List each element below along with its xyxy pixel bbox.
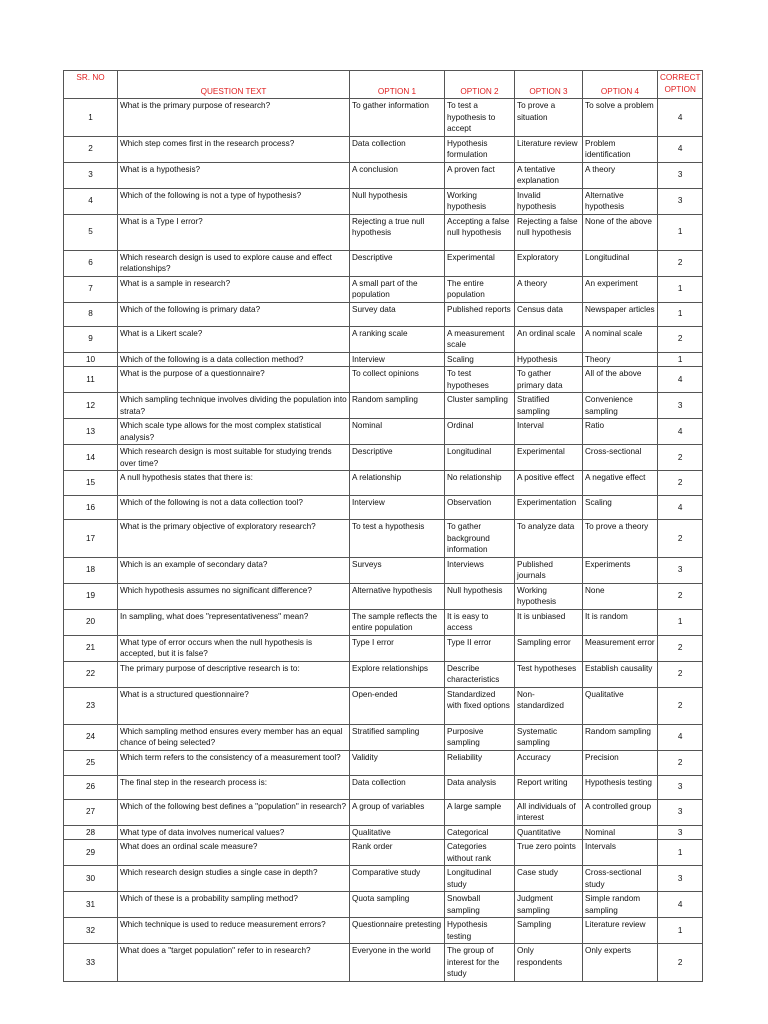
question-text: Which is an example of secondary data?	[118, 557, 350, 583]
table-row	[64, 609, 703, 635]
option-4: Intervals	[583, 840, 658, 866]
question-text: What does a "target population" refer to in research?	[118, 944, 350, 982]
correct-option: 1	[658, 609, 703, 635]
question-text: What type of error occurs when the null hypothesis is accepted, but it is false?	[118, 635, 350, 661]
option-4: Problem identification	[583, 136, 658, 162]
question-text: Which scale type allows for the most complex statistical analysis?	[118, 419, 350, 445]
correct-option: 3	[658, 825, 703, 840]
table-row	[64, 799, 703, 825]
sr-number: 26	[64, 775, 118, 799]
correct-option: 2	[658, 661, 703, 687]
sr-number: 7	[64, 276, 118, 302]
option-4: An experiment	[583, 276, 658, 302]
sr-number: 33	[64, 944, 118, 982]
correct-option: 4	[658, 419, 703, 445]
sr-number: 29	[64, 840, 118, 866]
option-3: Experimentation	[515, 496, 583, 520]
option-1: Null hypothesis	[350, 188, 445, 214]
option-3: Experimental	[515, 445, 583, 471]
correct-option: 3	[658, 188, 703, 214]
question-text: Which of the following is primary data?	[118, 302, 350, 326]
table-row	[64, 326, 703, 352]
sr-number: 8	[64, 302, 118, 326]
table-row	[64, 944, 703, 982]
table-row	[64, 775, 703, 799]
correct-option: 3	[658, 557, 703, 583]
table-row	[64, 445, 703, 471]
correct-option: 2	[658, 944, 703, 982]
option-2: Longitudinal study	[445, 866, 515, 892]
option-2: Observation	[445, 496, 515, 520]
option-2: The entire population	[445, 276, 515, 302]
option-1: The sample reflects the entire population	[350, 609, 445, 635]
option-4: Only experts	[583, 944, 658, 982]
table-row	[64, 557, 703, 583]
option-4: All of the above	[583, 367, 658, 393]
question-table	[63, 70, 703, 982]
option-2: A proven fact	[445, 162, 515, 188]
question-text: What is a structured questionnaire?	[118, 687, 350, 724]
option-3: Report writing	[515, 775, 583, 799]
correct-option: 2	[658, 687, 703, 724]
option-3: Exploratory	[515, 250, 583, 276]
correct-option: 3	[658, 162, 703, 188]
option-3: Sampling	[515, 918, 583, 944]
option-2: Longitudinal	[445, 445, 515, 471]
sr-number: 14	[64, 445, 118, 471]
sr-number: 22	[64, 661, 118, 687]
option-3: Accuracy	[515, 750, 583, 775]
option-3: Published journals	[515, 557, 583, 583]
option-4: A nominal scale	[583, 326, 658, 352]
option-3: Working hypothesis	[515, 583, 583, 609]
sr-number: 27	[64, 799, 118, 825]
sr-number: 19	[64, 583, 118, 609]
option-1: Descriptive	[350, 445, 445, 471]
table-row	[64, 750, 703, 775]
option-3: Hypothesis	[515, 352, 583, 367]
correct-option: 3	[658, 799, 703, 825]
option-4: None	[583, 583, 658, 609]
option-2: Categorical	[445, 825, 515, 840]
option-1: Quota sampling	[350, 892, 445, 918]
correct-option: 4	[658, 99, 703, 137]
option-1: To gather information	[350, 99, 445, 137]
option-2: Hypothesis testing	[445, 918, 515, 944]
header-option-4: OPTION 4	[583, 71, 658, 99]
table-row	[64, 162, 703, 188]
option-2: Categories without rank	[445, 840, 515, 866]
option-1: To collect opinions	[350, 367, 445, 393]
question-text: Which research design is used to explore cause and effect relationships?	[118, 250, 350, 276]
option-4: Qualitative	[583, 687, 658, 724]
option-4: Precision	[583, 750, 658, 775]
option-4: Measurement error	[583, 635, 658, 661]
option-1: Data collection	[350, 136, 445, 162]
option-3: To gather primary data	[515, 367, 583, 393]
table-row	[64, 635, 703, 661]
table-row	[64, 724, 703, 750]
table-row	[64, 367, 703, 393]
correct-option: 4	[658, 724, 703, 750]
question-text: What type of data involves numerical values?	[118, 825, 350, 840]
option-4: Theory	[583, 352, 658, 367]
option-3: True zero points	[515, 840, 583, 866]
option-3: All individuals of interest	[515, 799, 583, 825]
option-2: Accepting a false null hypothesis	[445, 214, 515, 250]
correct-option: 4	[658, 136, 703, 162]
sr-number: 16	[64, 496, 118, 520]
header-option-1: OPTION 1	[350, 71, 445, 99]
table-row	[64, 471, 703, 496]
option-3: A theory	[515, 276, 583, 302]
header-option-2: OPTION 2	[445, 71, 515, 99]
option-1: Rank order	[350, 840, 445, 866]
option-1: A small part of the population	[350, 276, 445, 302]
option-4: A controlled group	[583, 799, 658, 825]
option-2: Describe characteristics	[445, 661, 515, 687]
sr-number: 23	[64, 687, 118, 724]
question-text: Which of the following best defines a "population" in research?	[118, 799, 350, 825]
option-1: Nominal	[350, 419, 445, 445]
option-3: It is unbiased	[515, 609, 583, 635]
sr-number: 20	[64, 609, 118, 635]
option-2: Scaling	[445, 352, 515, 367]
question-text: Which research design studies a single case in depth?	[118, 866, 350, 892]
sr-number: 21	[64, 635, 118, 661]
question-text: Which of the following is not a type of hypothesis?	[118, 188, 350, 214]
correct-option: 3	[658, 866, 703, 892]
option-3: Rejecting a false null hypothesis	[515, 214, 583, 250]
option-2: To test hypotheses	[445, 367, 515, 393]
option-1: A relationship	[350, 471, 445, 496]
sr-number: 3	[64, 162, 118, 188]
table-row	[64, 583, 703, 609]
option-2: It is easy to access	[445, 609, 515, 635]
sr-number: 32	[64, 918, 118, 944]
sr-number: 5	[64, 214, 118, 250]
option-2: Cluster sampling	[445, 393, 515, 419]
option-3: Stratified sampling	[515, 393, 583, 419]
option-3: Quantitative	[515, 825, 583, 840]
table-row	[64, 866, 703, 892]
sr-number: 6	[64, 250, 118, 276]
option-2: Published reports	[445, 302, 515, 326]
option-2: Snowball sampling	[445, 892, 515, 918]
option-4: A theory	[583, 162, 658, 188]
option-4: None of the above	[583, 214, 658, 250]
table-row	[64, 276, 703, 302]
option-1: Descriptive	[350, 250, 445, 276]
option-2: Purposive sampling	[445, 724, 515, 750]
sr-number: 11	[64, 367, 118, 393]
sr-number: 31	[64, 892, 118, 918]
correct-option: 3	[658, 393, 703, 419]
option-1: A ranking scale	[350, 326, 445, 352]
sr-number: 15	[64, 471, 118, 496]
question-text: Which hypothesis assumes no significant difference?	[118, 583, 350, 609]
option-1: Survey data	[350, 302, 445, 326]
option-4: Nominal	[583, 825, 658, 840]
option-3: Sampling error	[515, 635, 583, 661]
option-4: To solve a problem	[583, 99, 658, 137]
sr-number: 18	[64, 557, 118, 583]
option-1: Validity	[350, 750, 445, 775]
option-2: Experimental	[445, 250, 515, 276]
table-row	[64, 188, 703, 214]
question-text: What is the primary objective of exploratory research?	[118, 520, 350, 558]
table-row	[64, 214, 703, 250]
option-1: Type I error	[350, 635, 445, 661]
correct-option: 1	[658, 918, 703, 944]
correct-option: 2	[658, 520, 703, 558]
option-1: Alternative hypothesis	[350, 583, 445, 609]
question-text: The final step in the research process is:	[118, 775, 350, 799]
correct-option: 1	[658, 840, 703, 866]
option-3: A positive effect	[515, 471, 583, 496]
correct-option: 1	[658, 352, 703, 367]
header-correct-option: CORRECT OPTION	[658, 71, 703, 99]
option-4: Alternative hypothesis	[583, 188, 658, 214]
sr-number: 9	[64, 326, 118, 352]
option-1: Open-ended	[350, 687, 445, 724]
sr-number: 28	[64, 825, 118, 840]
question-text: What is a hypothesis?	[118, 162, 350, 188]
option-4: Simple random sampling	[583, 892, 658, 918]
question-text: What is a Type I error?	[118, 214, 350, 250]
correct-option: 2	[658, 635, 703, 661]
option-3: Systematic sampling	[515, 724, 583, 750]
option-2: Interviews	[445, 557, 515, 583]
option-3: An ordinal scale	[515, 326, 583, 352]
option-4: Experiments	[583, 557, 658, 583]
option-3: Literature review	[515, 136, 583, 162]
option-4: Convenience sampling	[583, 393, 658, 419]
table-row	[64, 520, 703, 558]
option-4: To prove a theory	[583, 520, 658, 558]
question-text: Which term refers to the consistency of a measurement tool?	[118, 750, 350, 775]
question-text: Which technique is used to reduce measurement errors?	[118, 918, 350, 944]
correct-option: 2	[658, 445, 703, 471]
option-2: Null hypothesis	[445, 583, 515, 609]
question-text: A null hypothesis states that there is:	[118, 471, 350, 496]
sr-number: 4	[64, 188, 118, 214]
option-1: Random sampling	[350, 393, 445, 419]
option-4: Cross-sectional study	[583, 866, 658, 892]
option-3: Invalid hypothesis	[515, 188, 583, 214]
sr-number: 13	[64, 419, 118, 445]
question-text: Which of the following is a data collection method?	[118, 352, 350, 367]
option-4: Scaling	[583, 496, 658, 520]
option-4: Longitudinal	[583, 250, 658, 276]
correct-option: 2	[658, 583, 703, 609]
correct-option: 1	[658, 276, 703, 302]
sr-number: 12	[64, 393, 118, 419]
option-1: A conclusion	[350, 162, 445, 188]
option-1: Stratified sampling	[350, 724, 445, 750]
correct-option: 4	[658, 892, 703, 918]
option-2: Ordinal	[445, 419, 515, 445]
option-3: Test hypotheses	[515, 661, 583, 687]
question-text: In sampling, what does "representativeness" mean?	[118, 609, 350, 635]
correct-option: 3	[658, 775, 703, 799]
table-row	[64, 352, 703, 367]
option-1: To test a hypothesis	[350, 520, 445, 558]
option-2: No relationship	[445, 471, 515, 496]
option-3: Case study	[515, 866, 583, 892]
header-sr-no: SR. NO	[64, 71, 118, 99]
option-2: Type II error	[445, 635, 515, 661]
option-2: A large sample	[445, 799, 515, 825]
option-3: Judgment sampling	[515, 892, 583, 918]
table-row	[64, 302, 703, 326]
question-text: What is the purpose of a questionnaire?	[118, 367, 350, 393]
option-1: Surveys	[350, 557, 445, 583]
option-1: Interview	[350, 496, 445, 520]
sr-number: 1	[64, 99, 118, 137]
option-3: To prove a situation	[515, 99, 583, 137]
question-text: Which research design is most suitable for studying trends over time?	[118, 445, 350, 471]
option-4: Ratio	[583, 419, 658, 445]
option-2: Standardized with fixed options	[445, 687, 515, 724]
option-4: Newspaper articles	[583, 302, 658, 326]
option-4: Hypothesis testing	[583, 775, 658, 799]
correct-option: 4	[658, 367, 703, 393]
question-text: Which sampling technique involves dividing the population into strata?	[118, 393, 350, 419]
option-4: Literature review	[583, 918, 658, 944]
table-row	[64, 496, 703, 520]
table-row	[64, 840, 703, 866]
header-question-text: QUESTION TEXT	[118, 71, 350, 99]
header-option-3: OPTION 3	[515, 71, 583, 99]
option-2: The group of interest for the study	[445, 944, 515, 982]
correct-option: 2	[658, 471, 703, 496]
correct-option: 1	[658, 214, 703, 250]
sr-number: 17	[64, 520, 118, 558]
option-3: Non-standardized	[515, 687, 583, 724]
correct-option: 1	[658, 302, 703, 326]
question-text: What is a sample in research?	[118, 276, 350, 302]
option-1: Comparative study	[350, 866, 445, 892]
option-1: Qualitative	[350, 825, 445, 840]
option-1: Interview	[350, 352, 445, 367]
question-text: What does an ordinal scale measure?	[118, 840, 350, 866]
sr-number: 25	[64, 750, 118, 775]
table-row	[64, 99, 703, 137]
correct-option: 2	[658, 750, 703, 775]
option-1: Data collection	[350, 775, 445, 799]
sr-number: 30	[64, 866, 118, 892]
question-text: The primary purpose of descriptive research is to:	[118, 661, 350, 687]
option-4: It is random	[583, 609, 658, 635]
option-2: To test a hypothesis to accept	[445, 99, 515, 137]
table-row	[64, 419, 703, 445]
option-2: A measurement scale	[445, 326, 515, 352]
table-row	[64, 687, 703, 724]
option-3: Census data	[515, 302, 583, 326]
option-2: To gather background information	[445, 520, 515, 558]
option-4: Cross-sectional	[583, 445, 658, 471]
option-1: Questionnaire pretesting	[350, 918, 445, 944]
option-4: Random sampling	[583, 724, 658, 750]
question-text: What is the primary purpose of research?	[118, 99, 350, 137]
table-row	[64, 661, 703, 687]
correct-option: 4	[658, 496, 703, 520]
correct-option: 2	[658, 326, 703, 352]
question-text: Which of these is a probability sampling method?	[118, 892, 350, 918]
option-2: Working hypothesis	[445, 188, 515, 214]
option-1: Everyone in the world	[350, 944, 445, 982]
option-2: Data analysis	[445, 775, 515, 799]
table-row	[64, 393, 703, 419]
option-1: A group of variables	[350, 799, 445, 825]
option-4: Establish causality	[583, 661, 658, 687]
option-3: To analyze data	[515, 520, 583, 558]
option-2: Hypothesis formulation	[445, 136, 515, 162]
table-row	[64, 892, 703, 918]
option-2: Reliability	[445, 750, 515, 775]
sr-number: 2	[64, 136, 118, 162]
question-text: Which of the following is not a data collection tool?	[118, 496, 350, 520]
table-row	[64, 250, 703, 276]
option-1: Rejecting a true null hypothesis	[350, 214, 445, 250]
option-1: Explore relationships	[350, 661, 445, 687]
header-row	[64, 71, 703, 99]
sr-number: 10	[64, 352, 118, 367]
table-row	[64, 136, 703, 162]
question-text: Which sampling method ensures every member has an equal chance of being selected?	[118, 724, 350, 750]
option-3: A tentative explanation	[515, 162, 583, 188]
option-3: Interval	[515, 419, 583, 445]
sr-number: 24	[64, 724, 118, 750]
question-text: Which step comes first in the research process?	[118, 136, 350, 162]
table-row	[64, 825, 703, 840]
option-3: Only respondents	[515, 944, 583, 982]
table-row	[64, 918, 703, 944]
question-text: What is a Likert scale?	[118, 326, 350, 352]
option-4: A negative effect	[583, 471, 658, 496]
correct-option: 2	[658, 250, 703, 276]
